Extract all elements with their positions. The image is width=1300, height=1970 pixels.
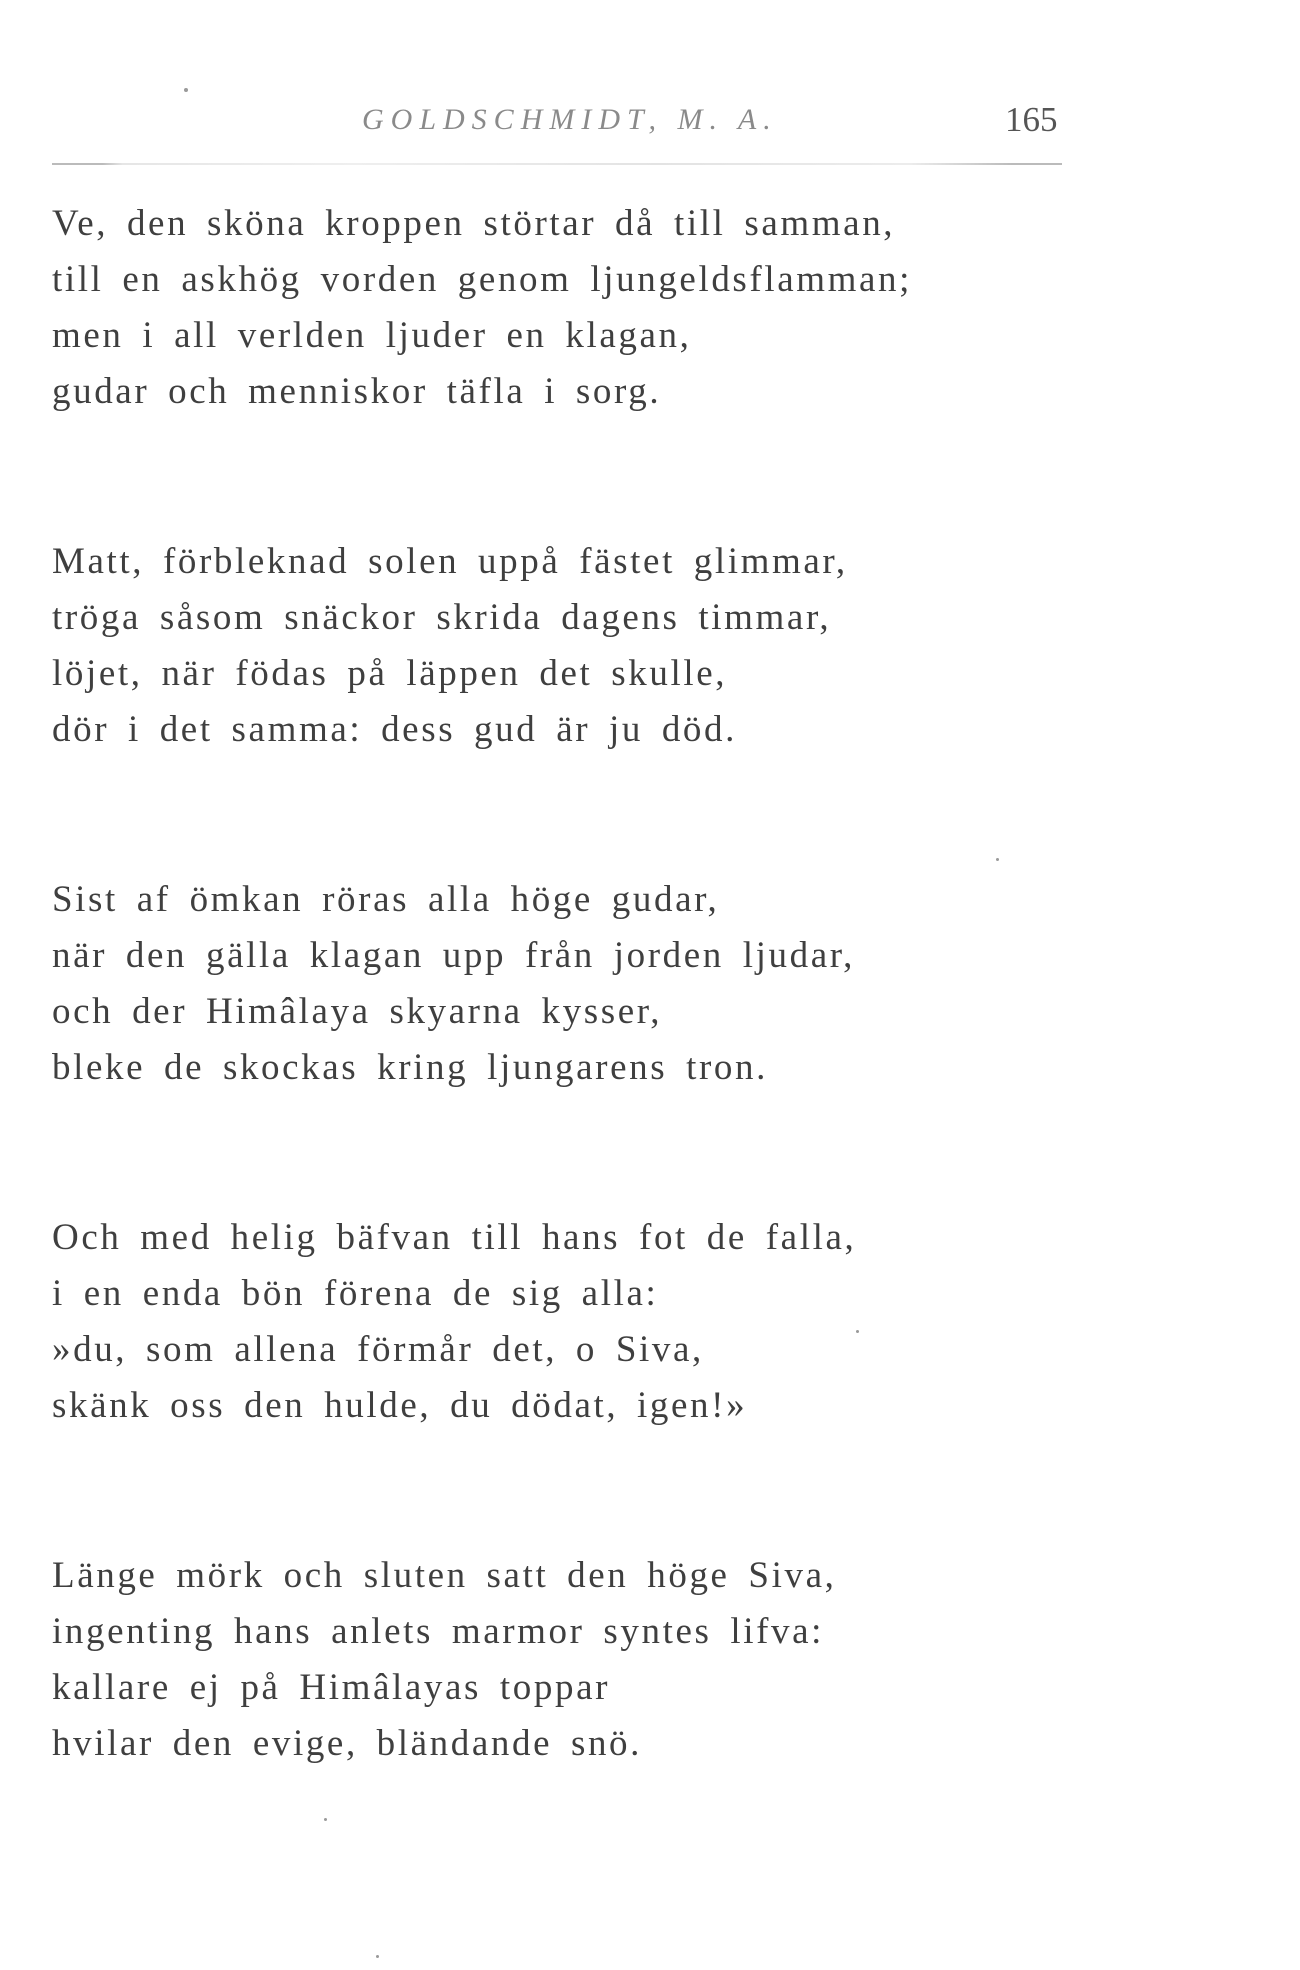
stanza	[52, 872, 1052, 1096]
poem	[52, 196, 1052, 1886]
stanza	[52, 1548, 1052, 1772]
poem-line: Matt, förbleknad solen uppå fästet glimmar,	[52, 541, 848, 582]
stanza	[52, 534, 1052, 758]
page-number: 165	[1005, 100, 1058, 139]
poem-line: när den gälla klagan upp från jorden ljudar,	[52, 935, 856, 976]
paper-speck	[376, 1955, 379, 1958]
poem-line: gudar och menniskor täfla i sorg.	[52, 371, 662, 412]
poem-line: skänk oss den hulde, du dödat, igen!»	[52, 1385, 748, 1426]
poem-line: Ve, den sköna kroppen störtar då till samman,	[52, 203, 896, 244]
running-head	[0, 0, 1300, 180]
poem-line: dör i det samma: dess gud är ju död.	[52, 709, 737, 750]
poem-line: hvilar den evige, bländande snö.	[52, 1723, 642, 1764]
paper-speck	[856, 1330, 859, 1333]
stanza	[52, 1210, 1052, 1434]
poem-line: bleke de skockas kring ljungarens tron.	[52, 1047, 768, 1088]
poem-line: kallare ej på Himâlayas toppar	[52, 1667, 611, 1708]
paper-speck	[996, 858, 999, 861]
poem-line: till en askhög vorden genom ljungeldsflamman;	[52, 259, 913, 300]
poem-line: Länge mörk och sluten satt den höge Siva,	[52, 1555, 837, 1596]
poem-line: tröga såsom snäckor skrida dagens timmar,	[52, 597, 832, 638]
running-head-title: GOLDSCHMIDT, M. A.	[362, 103, 778, 136]
header-rule	[52, 163, 1062, 165]
poem-line: »du, som allena förmår det, o Siva,	[52, 1329, 704, 1370]
poem-line: Sist af ömkan röras alla höge gudar,	[52, 879, 720, 920]
paper-speck	[324, 1818, 327, 1821]
poem-line: ingenting hans anlets marmor syntes lifva:	[52, 1611, 825, 1652]
paper-speck	[184, 88, 188, 92]
poem-line: löjet, när födas på läppen det skulle,	[52, 653, 728, 694]
poem-line: och der Himâlaya skyarna kysser,	[52, 991, 663, 1032]
poem-line: men i all verlden ljuder en klagan,	[52, 315, 692, 356]
poem-line: i en enda bön förena de sig alla:	[52, 1273, 659, 1314]
stanza	[52, 196, 1052, 420]
poem-line: Och med helig bäfvan till hans fot de falla,	[52, 1217, 857, 1258]
